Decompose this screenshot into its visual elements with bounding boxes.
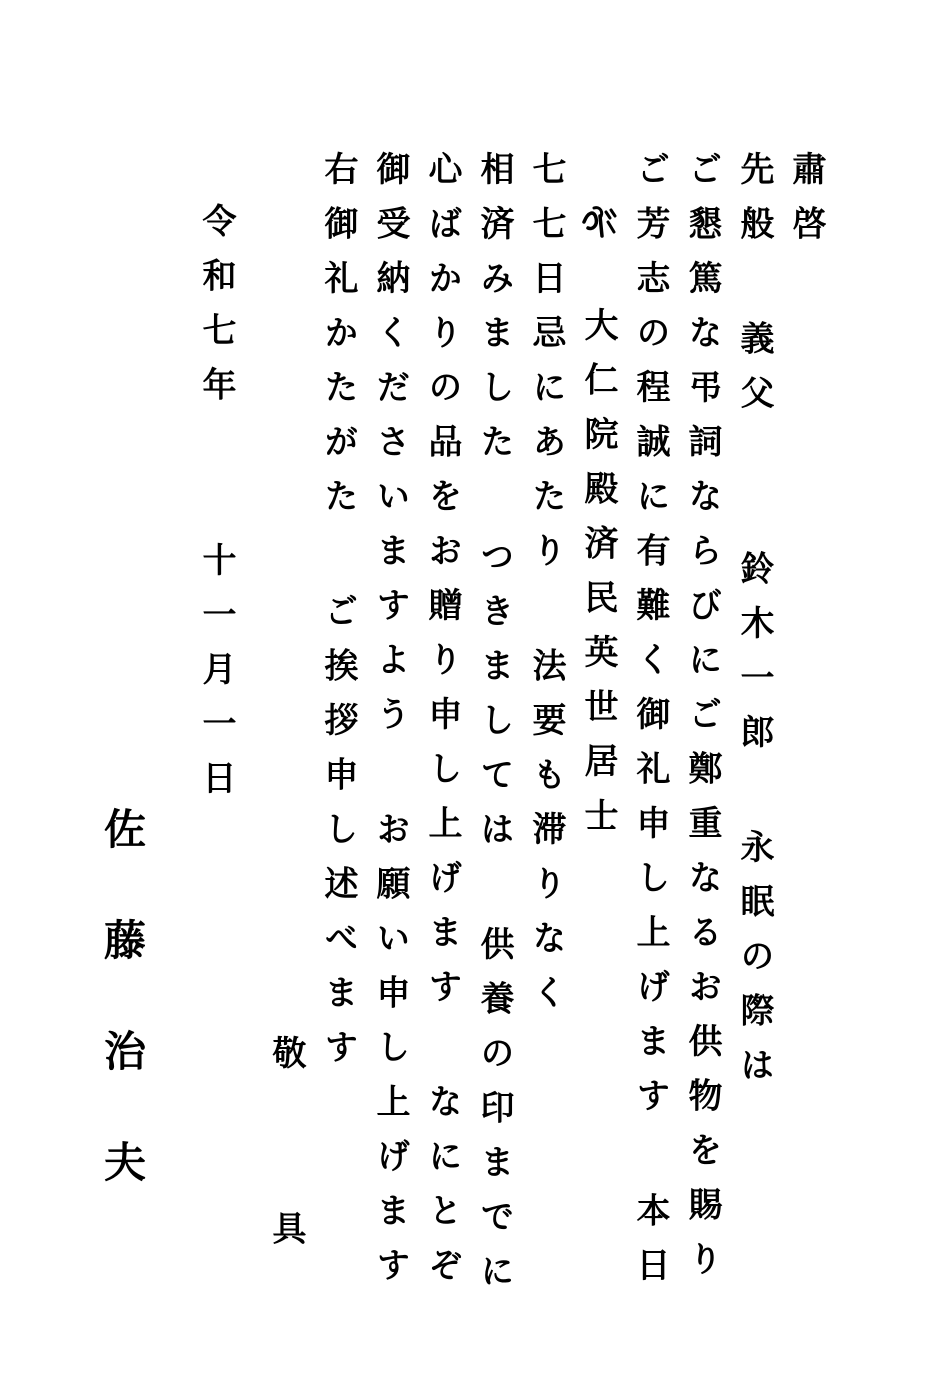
letter-line-3: ご芳志の程誠に有難く御礼申し上げます 本日 — [630, 151, 670, 1302]
letter-date: 令和七年 十一月一日 — [196, 203, 236, 815]
letter-line-9: 右御礼かたがた ご挨拶申し述べます — [318, 151, 358, 1084]
closing-keigu: 敬 具 — [266, 1035, 306, 1265]
sender-signature: 佐藤治夫 — [98, 807, 147, 1251]
letter-line-1: 先般 義父 鈴木一郎 永眠の際は — [734, 151, 774, 1102]
letter-line-8: 御受納くださいますよう お願い申し上げます — [370, 151, 410, 1302]
letter-line-5: 七七日忌にあたり 法要も滞りなく — [526, 151, 566, 1029]
bonji-symbol-icon — [579, 201, 619, 241]
letter-line-6: 相済みました つきましては 供養の印までに — [474, 151, 514, 1308]
letter-line-7: 心ばかりの品をお贈り申し上げます なにとぞ — [422, 151, 462, 1302]
kaimyo-posthumous-name: 大仁院殿済民英世居士 — [578, 307, 618, 852]
letter-opening: 肅啓 — [786, 151, 826, 260]
letter-line-2: ご懇篤な弔詞ならびにご鄭重なるお供物を賜り — [682, 151, 722, 1296]
